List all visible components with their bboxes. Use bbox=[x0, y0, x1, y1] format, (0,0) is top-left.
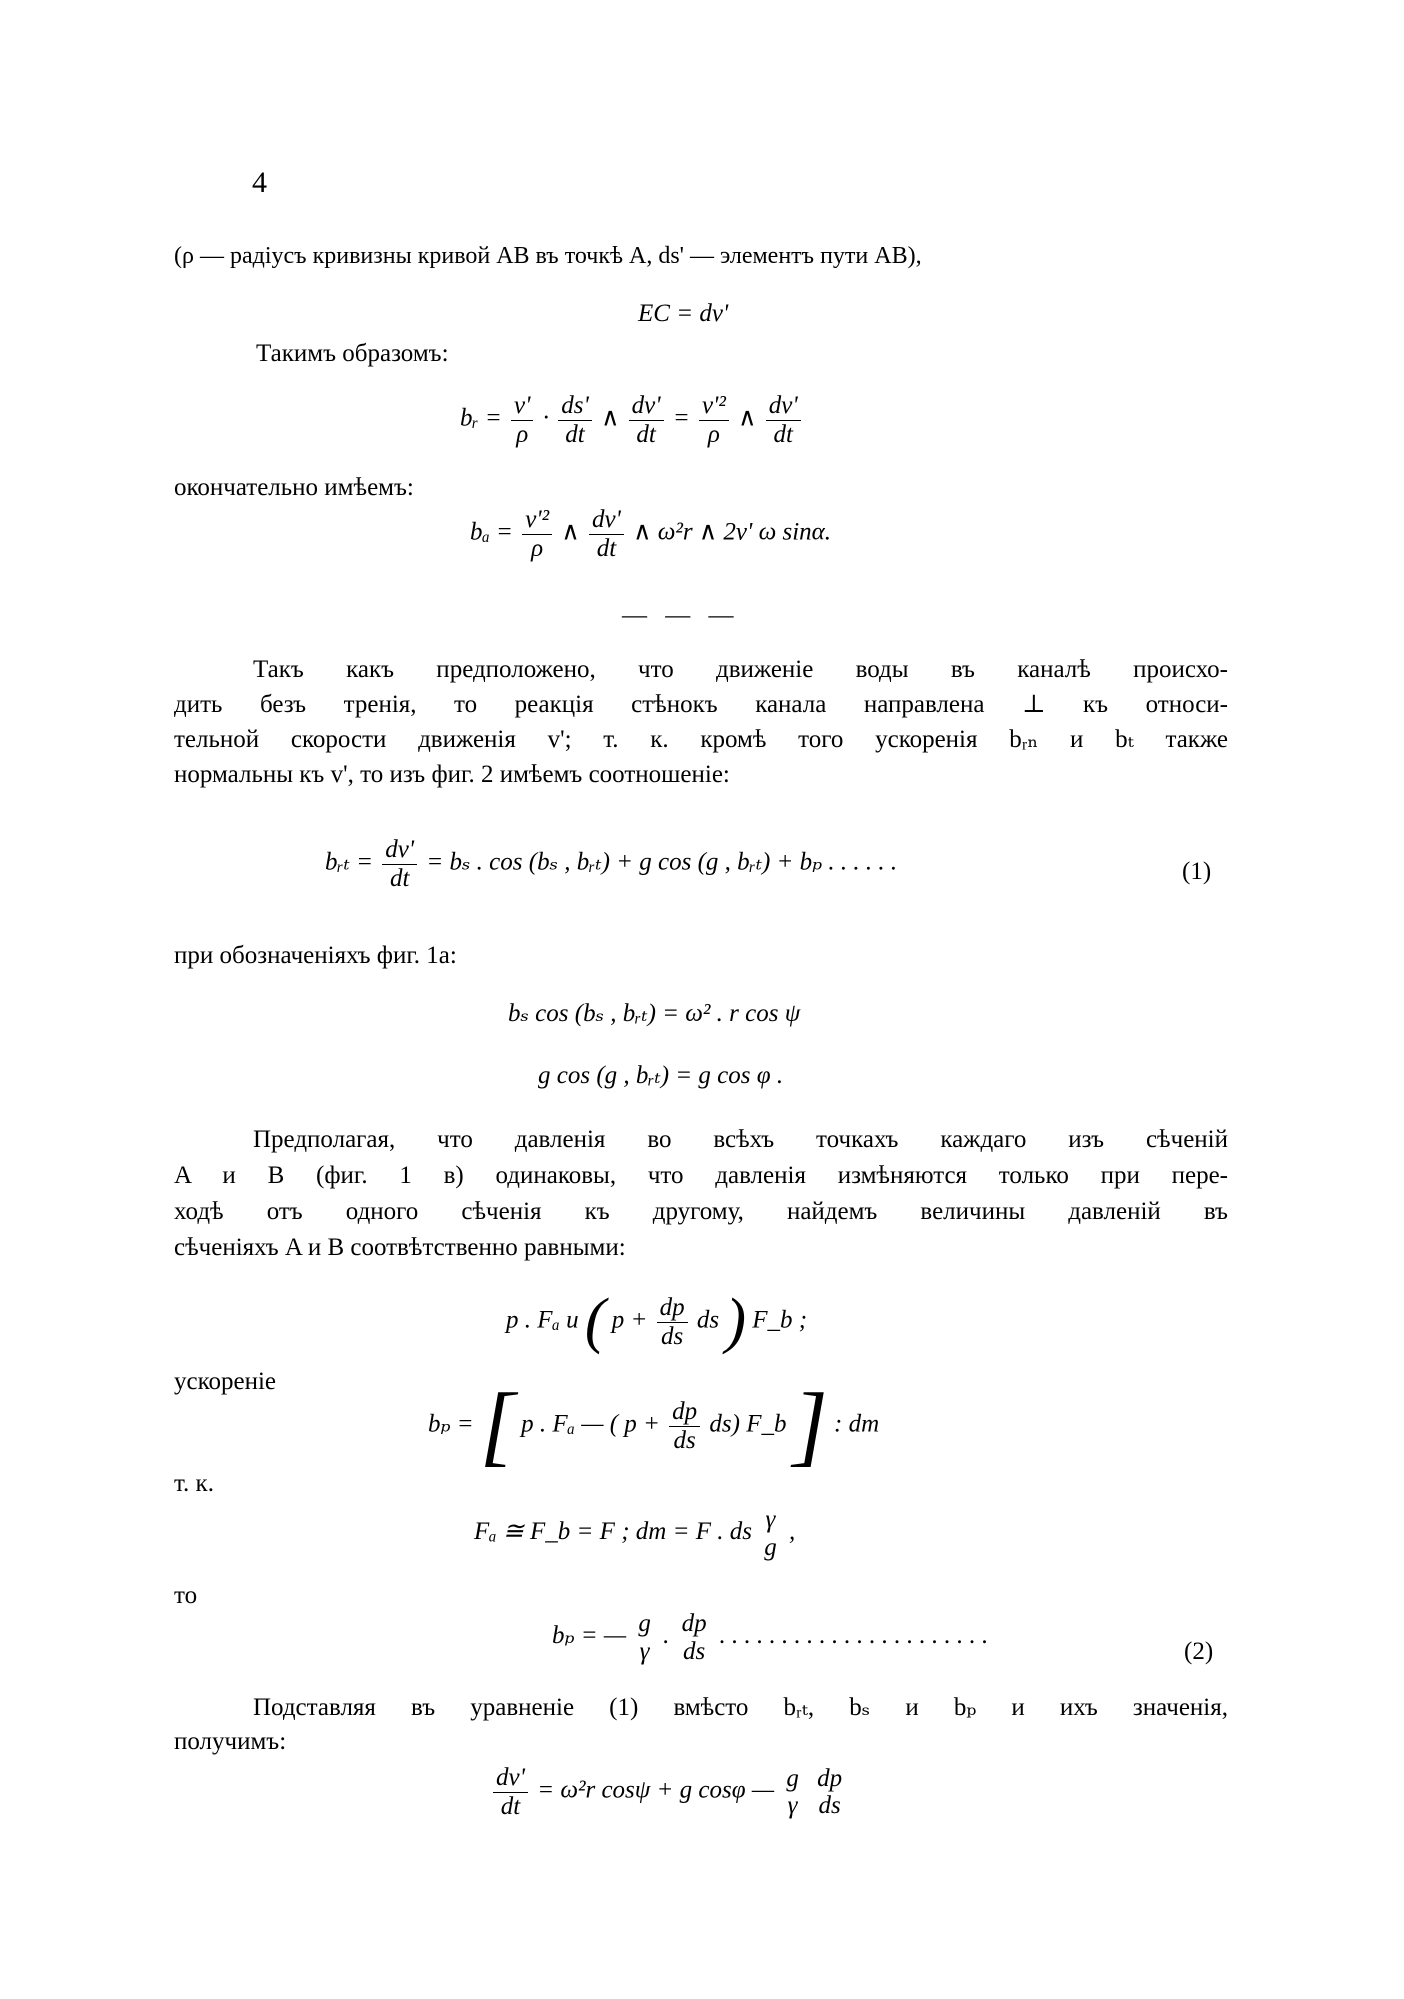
p2-line-1: Предполагая, что давленія во всѣхъ точкахъ каждаго изъ сѣченій bbox=[253, 1126, 1228, 1153]
press-inner-p: p + bbox=[611, 1306, 648, 1334]
p1-line-1: Такъ какъ предположено, что движеніе воды въ каналѣ происхо- bbox=[253, 656, 1228, 683]
eq2-frac-1 bbox=[635, 1610, 654, 1665]
page-number: 4 bbox=[252, 166, 267, 199]
final-f1-den: dt bbox=[500, 1792, 521, 1820]
ba-tail: ∧ ω²r ∧ 2v' ω sinα. bbox=[633, 518, 832, 546]
bp-inner-1: p . Fₐ — ( p + bbox=[521, 1410, 660, 1438]
line-rho: (ρ — радіусъ кривизны кривой AB въ точкѣ A, ds' — элементъ пути AB), bbox=[174, 243, 922, 269]
equation-br bbox=[460, 392, 804, 448]
br-frac-1 bbox=[511, 392, 533, 448]
eq2-f1-den: γ bbox=[639, 1637, 650, 1665]
F-frac-num: γ bbox=[765, 1506, 776, 1533]
text-uskorenie: ускореніе bbox=[174, 1368, 276, 1395]
br-frac-5 bbox=[766, 392, 801, 448]
ba-f2-den: dt bbox=[596, 534, 617, 562]
press-frac-den: ds bbox=[661, 1322, 684, 1350]
final-frac-2 bbox=[783, 1765, 802, 1820]
final-f1-num: dv' bbox=[493, 1764, 528, 1793]
eq1-frac-den: dt bbox=[389, 864, 410, 892]
equation-ba bbox=[470, 506, 831, 562]
section-divider: — — — bbox=[622, 602, 740, 629]
eq1-rhs: = bₛ . cos (bₛ , bᵣₜ) + g cos (g , bᵣₜ) + bₚ . . . . . . bbox=[426, 848, 898, 876]
br-f4-num: v'² bbox=[699, 392, 729, 421]
equation-1-number: (1) bbox=[1182, 858, 1212, 885]
ba-frac-1 bbox=[522, 506, 552, 562]
equation-2: bₚ = — g γ . dp ds . . . . . . . . . . . . . . . . . . . . . . bbox=[552, 1610, 988, 1665]
press-frac-num: dp bbox=[657, 1294, 688, 1323]
bp-bracket-open: [ bbox=[479, 1376, 515, 1475]
br-f5-den: dt bbox=[773, 420, 793, 448]
F-tail: , bbox=[788, 1518, 796, 1546]
ba-frac-2 bbox=[589, 506, 624, 562]
press-left: p . Fₐ и bbox=[506, 1306, 579, 1334]
paragraph-1 bbox=[174, 652, 1228, 792]
text-okonch: окончательно имѣемъ: bbox=[174, 474, 414, 501]
p1-line-4: нормальны къ v', то изъ фиг. 2 имѣемъ соотношеніе: bbox=[174, 761, 730, 788]
F-frac bbox=[761, 1506, 780, 1561]
final-f2-den: γ bbox=[787, 1792, 798, 1819]
final-frac-3 bbox=[814, 1765, 845, 1820]
br-frac-3 bbox=[629, 392, 664, 448]
br-wedge-1: ∧ bbox=[601, 404, 620, 432]
equation-g: g cos (g , bᵣₜ) = g cos φ . bbox=[538, 1062, 784, 1089]
bp-inner-2: ds) F_b bbox=[709, 1410, 787, 1438]
eq2-lhs: bₚ = — bbox=[552, 1622, 627, 1650]
bp-frac-num: dp bbox=[669, 1398, 700, 1427]
final-frac-1 bbox=[493, 1764, 528, 1820]
br-f3-den: dt bbox=[636, 420, 656, 448]
F-text: Fₐ ≅ F_b = F ; dm = F . ds bbox=[474, 1518, 752, 1546]
br-f2-den: dt bbox=[565, 420, 585, 448]
br-wedge-2: ∧ bbox=[738, 404, 757, 432]
eq2-dots: . . . . . . . . . . . . . . . . . . . . . . bbox=[718, 1622, 988, 1650]
br-frac-2 bbox=[558, 392, 592, 448]
equation-pressure bbox=[506, 1287, 808, 1356]
eq2-f2-num: dp bbox=[681, 1610, 707, 1637]
eq2-f2-den: ds bbox=[682, 1637, 706, 1665]
p2-line-4: сѣченіяхъ A и B соотвѣтственно равными: bbox=[174, 1234, 626, 1261]
eq2-frac-2 bbox=[679, 1610, 710, 1665]
press-inner-ds: ds bbox=[696, 1306, 720, 1334]
bp-tail: : dm bbox=[834, 1410, 880, 1438]
final-f3-num: dp bbox=[817, 1764, 843, 1792]
text-takim-obrazom: Такимъ образомъ: bbox=[256, 340, 449, 367]
equation-final bbox=[490, 1764, 848, 1820]
eq2-f1-num: g bbox=[638, 1610, 651, 1637]
ba-f1-den: ρ bbox=[531, 534, 544, 562]
press-frac bbox=[657, 1294, 688, 1350]
bp-bracket-close: ] bbox=[792, 1376, 828, 1475]
p2-line-2: A и B (фиг. 1 в) одинаковы, что давленія измѣняются только при пере- bbox=[174, 1162, 1228, 1189]
p1-line-3: тельной скорости движенія v'; т. к. кромѣ того ускоренія bᵣₙ и bₜ также bbox=[174, 726, 1228, 753]
final-mid: = ω²r cosψ + g cosφ — bbox=[537, 1776, 775, 1804]
F-frac-den: g bbox=[764, 1533, 777, 1561]
equation-bs: bₛ cos (bₛ , bᵣₜ) = ω² . r cos ψ bbox=[508, 1000, 801, 1027]
press-paren-close: ) bbox=[725, 1287, 747, 1356]
equation-ec: EC = dv' bbox=[638, 300, 729, 327]
br-equals: = bbox=[672, 404, 690, 432]
paragraph-2 bbox=[174, 1122, 1228, 1266]
text-to: то bbox=[174, 1582, 198, 1609]
press-right: F_b ; bbox=[752, 1306, 808, 1334]
ba-wedge: ∧ bbox=[561, 518, 580, 546]
ba-lhs: bₐ = bbox=[470, 518, 513, 546]
p3-line-2: получимъ: bbox=[174, 1728, 287, 1755]
br-f3-num: dv' bbox=[629, 392, 664, 421]
eq1-frac bbox=[382, 836, 417, 892]
text-tk: т. к. bbox=[174, 1470, 214, 1497]
ba-f2-num: dv' bbox=[589, 506, 624, 535]
equation-1 bbox=[325, 836, 897, 892]
p3-line-1: Подставляя въ уравненіе (1) вмѣсто bᵣₜ, bₛ и bₚ и ихъ значенія, bbox=[253, 1694, 1228, 1721]
br-frac-4 bbox=[699, 392, 729, 448]
final-f3-den: ds bbox=[818, 1792, 841, 1819]
bp-frac-den: ds bbox=[673, 1426, 696, 1454]
br-dot: · bbox=[542, 404, 549, 432]
p2-line-3: ходѣ отъ одного сѣченія къ другому, найдемъ величины давленій въ bbox=[174, 1198, 1228, 1225]
bp-frac bbox=[669, 1398, 700, 1454]
paragraph-3 bbox=[174, 1690, 1228, 1758]
bp-lhs: bₚ = bbox=[428, 1410, 474, 1438]
br-f1-den: ρ bbox=[516, 420, 529, 448]
final-f2-num: g bbox=[786, 1764, 799, 1792]
p1-line-2: дить безъ тренія, то реакція стѣнокъ канала направлена ⊥ къ относи- bbox=[174, 691, 1228, 718]
eq1-frac-num: dv' bbox=[382, 836, 417, 865]
br-f2-num: ds' bbox=[558, 392, 592, 421]
eq1-lhs: bᵣₜ = bbox=[325, 848, 373, 876]
press-paren-open: ( bbox=[584, 1287, 606, 1356]
text-pri-oboznach: при обозначеніяхъ фиг. 1a: bbox=[174, 942, 457, 969]
equation-F bbox=[474, 1506, 795, 1561]
ba-f1-num: v'² bbox=[522, 506, 552, 535]
br-lhs: bᵣ = bbox=[460, 404, 502, 432]
equation-bp bbox=[428, 1376, 880, 1475]
br-f1-num: v' bbox=[511, 392, 533, 421]
br-f4-den: ρ bbox=[707, 420, 720, 448]
equation-2-number: (2) bbox=[1184, 1638, 1214, 1665]
br-f5-num: dv' bbox=[766, 392, 801, 421]
